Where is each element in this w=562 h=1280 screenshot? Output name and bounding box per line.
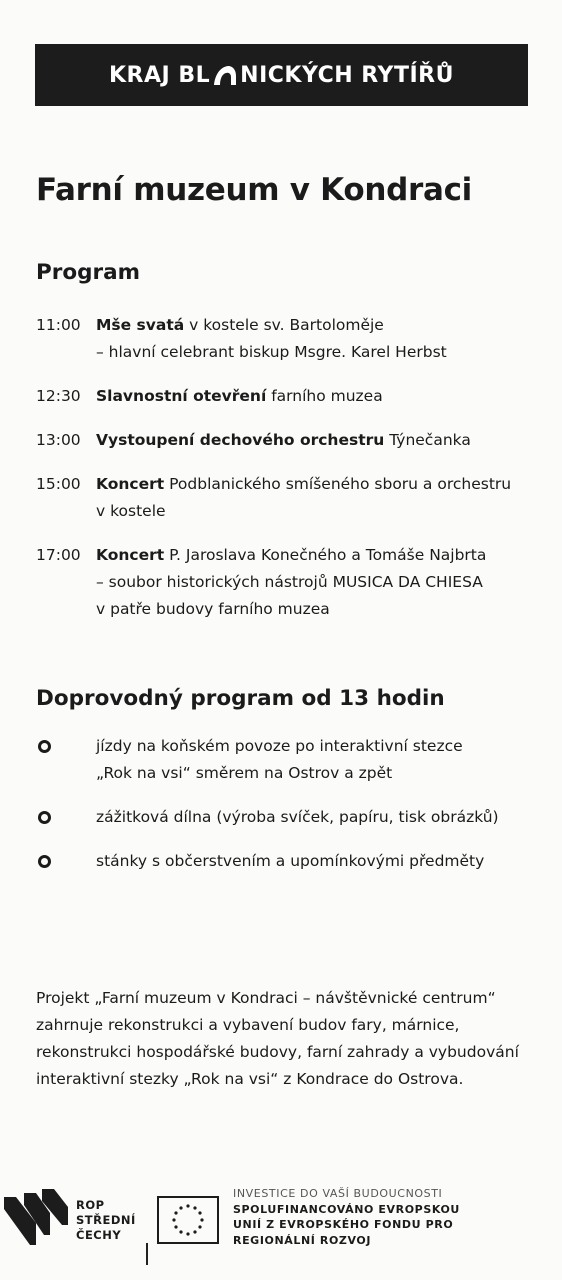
accompanying-list	[36, 733, 536, 892]
eu-funding-text	[233, 1186, 460, 1248]
list-item-text: jízdy na koňském povoze po interaktivní stezce	[96, 737, 463, 755]
list-item-text: zážitková dílna (výroba svíček, papíru, tisk obrázků)	[96, 808, 499, 826]
page-title: Farní muzeum v Kondraci	[36, 172, 473, 208]
program-time: 12:30	[36, 387, 81, 405]
funding-line: INVESTICE DO VAŠÍ BUDOUCNOSTI	[233, 1187, 443, 1200]
divider	[146, 1243, 148, 1265]
program-item	[36, 312, 536, 366]
program-event-text: P. Jaroslava Konečného a Tomáše Najbrta	[164, 546, 487, 564]
region-banner	[35, 44, 528, 106]
program-heading: Program	[36, 260, 141, 285]
program-event-bold: Koncert	[96, 546, 165, 564]
project-description	[36, 985, 536, 1093]
program-time: 13:00	[36, 431, 81, 449]
program-event-bold: Vystoupení dechového orchestru	[96, 431, 385, 449]
list-item	[36, 804, 536, 831]
rop-label	[76, 1198, 136, 1243]
list-item-text: „Rok na vsi“ směrem na Ostrov a zpět	[96, 764, 393, 782]
rop-chevron-logo-icon	[4, 1183, 70, 1245]
rop-label-line: ČECHY	[76, 1228, 122, 1242]
program-list	[36, 312, 536, 640]
program-event-text: – hlavní celebrant biskup Msgre. Karel Herbst	[96, 343, 447, 361]
program-event-bold: Koncert	[96, 475, 165, 493]
accompanying-heading: Doprovodný program od 13 hodin	[36, 686, 445, 711]
banner-text-end: NICKÝCH RYTÍŘŮ	[240, 62, 454, 88]
program-event-text: v kostele sv. Bartoloměje	[184, 316, 384, 334]
funding-line: SPOLUFINANCOVÁNO EVROPSKOU	[233, 1202, 460, 1216]
program-event-text: farního muzea	[266, 387, 383, 405]
eu-flag-icon	[157, 1196, 219, 1244]
program-time: 17:00	[36, 546, 81, 564]
program-time: 15:00	[36, 475, 81, 493]
bullet-ring-icon	[38, 811, 51, 824]
banner-text-start: KRAJ BL	[109, 62, 211, 88]
list-item-text: stánky s občerstvením a upomínkovými předměty	[96, 852, 485, 870]
description-line: interaktivní stezky „Rok na vsi“ z Kondrace do Ostrova.	[36, 1070, 464, 1088]
funding-line: REGIONÁLNÍ ROZVOJ	[233, 1233, 372, 1247]
rop-label-line: ROP	[76, 1198, 105, 1212]
program-time: 11:00	[36, 316, 81, 334]
description-line: rekonstrukci hospodářské budovy, farní zahrady a vybudování	[36, 1043, 519, 1061]
description-line: Projekt „Farní muzeum v Kondraci – návštěvnické centrum“	[36, 989, 496, 1007]
program-item	[36, 471, 536, 525]
program-item	[36, 542, 536, 623]
funding-line: UNIÍ Z EVROPSKÉHO FONDU PRO	[233, 1218, 454, 1231]
program-event-text: v kostele	[96, 502, 166, 520]
description-line: zahrnuje rekonstrukci a vybavení budov fary, márnice,	[36, 1016, 460, 1034]
list-item	[36, 733, 536, 787]
bullet-ring-icon	[38, 740, 51, 753]
knight-helmet-icon	[211, 63, 239, 87]
bullet-ring-icon	[38, 855, 51, 868]
program-item	[36, 383, 536, 410]
program-event-text: v patře budovy farního muzea	[96, 600, 330, 618]
program-event-text: Podblanického smíšeného sboru a orchestru	[164, 475, 512, 493]
program-event-text: Týnečanka	[384, 431, 471, 449]
program-item	[36, 427, 536, 454]
list-item	[36, 848, 536, 875]
rop-label-line: STŘEDNÍ	[76, 1213, 136, 1227]
program-event-bold: Mše svatá	[96, 316, 185, 334]
program-event-bold: Slavnostní otevření	[96, 387, 267, 405]
program-event-text: – soubor historických nástrojů MUSICA DA CHIESA	[96, 573, 483, 591]
